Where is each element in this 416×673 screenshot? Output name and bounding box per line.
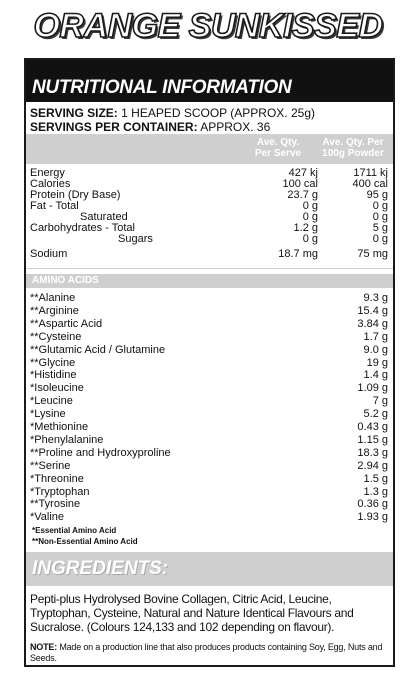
per-serve-value: 18.7 mg bbox=[278, 248, 318, 260]
amino-value: 1.5 g bbox=[363, 472, 388, 485]
allergen-note-label: NOTE: bbox=[30, 642, 57, 652]
amino-label: *Methionine bbox=[30, 421, 89, 433]
per-100g-header-line2: 100g Powder bbox=[322, 148, 384, 159]
amino-acids-header: AMINO ACIDS bbox=[26, 274, 393, 288]
amino-row bbox=[30, 512, 390, 523]
per-serve-value: 0 g bbox=[302, 211, 318, 223]
amino-value: 7 g bbox=[372, 395, 388, 408]
amino-value: 0.36 g bbox=[357, 498, 388, 511]
amino-row bbox=[30, 306, 390, 317]
ingredients-header: INGREDIENTS: bbox=[26, 552, 393, 586]
per-serve-header-line2: Per Serve bbox=[254, 148, 302, 159]
per-100g-value: 5 g bbox=[372, 222, 388, 234]
per-serve-value: 1.2 g bbox=[293, 222, 318, 234]
per-100g-value: 0 g bbox=[372, 233, 388, 245]
nutrition-label: Sodium bbox=[30, 248, 68, 260]
nutrition-label: Energy bbox=[30, 167, 65, 179]
amino-label: *Phenylalanine bbox=[30, 433, 104, 446]
serving-size-value: 1 HEAPED SCOOP (APPROX. 25g) bbox=[121, 106, 315, 120]
amino-value: 2.94 g bbox=[357, 459, 388, 472]
amino-label: **Proline and Hydroxyproline bbox=[30, 446, 171, 459]
amino-row bbox=[30, 499, 390, 510]
amino-value: 3.84 g bbox=[357, 317, 388, 330]
nutrition-row bbox=[30, 190, 390, 201]
amino-row bbox=[30, 293, 390, 304]
allergen-note-text: Made on a production line that also produces products containing Soy, Egg, Nuts and Seeds. bbox=[30, 642, 383, 663]
serving-size bbox=[30, 106, 315, 120]
nutrition-divider bbox=[26, 268, 393, 269]
amino-row bbox=[30, 487, 390, 498]
nutrition-label: Saturated bbox=[80, 211, 128, 223]
amino-label: *Threonine bbox=[30, 472, 84, 485]
per-serve-value: 427 kj bbox=[288, 167, 318, 179]
nutrition-label: Carbohydrates - Total bbox=[30, 222, 135, 234]
per-100g-value: 95 g bbox=[366, 189, 388, 201]
serving-size-label: SERVING SIZE: bbox=[30, 106, 118, 120]
amino-label: *Leucine bbox=[30, 395, 73, 408]
amino-value: 9.0 g bbox=[363, 343, 388, 356]
amino-row bbox=[30, 396, 390, 407]
amino-row bbox=[30, 383, 390, 394]
amino-value: 19 g bbox=[366, 356, 388, 369]
amino-row bbox=[30, 422, 390, 433]
amino-value: 1.7 g bbox=[363, 330, 388, 343]
servings-value: APPROX. 36 bbox=[200, 120, 271, 134]
per-serve-header-line1: Ave. Qty. bbox=[256, 137, 300, 148]
nutrition-column-header bbox=[26, 134, 393, 164]
essential-note: *Essential Amino Acid bbox=[32, 526, 117, 535]
amino-row bbox=[30, 448, 390, 459]
nutrition-label: Protein (Dry Base) bbox=[30, 189, 121, 201]
amino-row bbox=[30, 332, 390, 343]
nutrition-row bbox=[30, 234, 390, 245]
amino-value: 1.15 g bbox=[357, 433, 388, 446]
amino-label: **Serine bbox=[30, 459, 71, 472]
amino-label: *Valine bbox=[30, 511, 65, 524]
amino-row bbox=[30, 409, 390, 420]
per-100g-value: 0 g bbox=[372, 200, 388, 212]
amino-label: *Isoleucine bbox=[30, 382, 84, 395]
nutrition-label: Fat - Total bbox=[30, 200, 79, 212]
amino-value: 1.4 g bbox=[363, 369, 388, 382]
amino-label: **Glutamic Acid / Glutamine bbox=[30, 343, 166, 356]
nutrition-row bbox=[30, 168, 390, 179]
amino-value: 1.09 g bbox=[357, 382, 388, 395]
amino-label: **Aspartic Acid bbox=[30, 317, 103, 330]
amino-value: 5.2 g bbox=[363, 408, 388, 421]
amino-row bbox=[30, 435, 390, 446]
amino-label: *Tryptophan bbox=[30, 485, 90, 498]
per-serve-column-header bbox=[244, 134, 312, 164]
amino-label: **Tyrosine bbox=[30, 498, 81, 511]
per-serve-value: 0 g bbox=[302, 200, 318, 212]
nutrition-header: NUTRITIONAL INFORMATION bbox=[26, 60, 393, 102]
servings-per-container bbox=[30, 120, 270, 134]
per-100g-value: 400 cal bbox=[352, 178, 388, 190]
amino-label: **Cysteine bbox=[30, 330, 82, 343]
amino-value: 1.3 g bbox=[363, 485, 388, 498]
amino-value: 18.3 g bbox=[357, 446, 388, 459]
non-essential-note: **Non-Essential Amino Acid bbox=[32, 537, 138, 546]
amino-row bbox=[30, 345, 390, 356]
allergen-note bbox=[30, 642, 392, 664]
nutrition-row bbox=[30, 249, 390, 260]
nutrition-label: Sugars bbox=[118, 233, 153, 245]
per-serve-value: 100 cal bbox=[282, 178, 318, 190]
ingredients-text: Pepti-plus Hydrolysed Bovine Collagen, Citric Acid, Leucine, Tryptophan, Cysteine, Natural and Nature Identical Flavours and Sucralose. (Colours 124,133 and 102 depending on flavour). bbox=[30, 592, 354, 634]
per-100g-value: 1711 kj bbox=[353, 167, 388, 179]
nutrition-panel bbox=[24, 58, 395, 667]
per-100g-header-line1: Ave. Qty. Per bbox=[322, 137, 384, 148]
amino-row bbox=[30, 319, 390, 330]
servings-label: SERVINGS PER CONTAINER: bbox=[30, 120, 198, 134]
amino-label: **Glycine bbox=[30, 356, 76, 369]
amino-value: 15.4 g bbox=[357, 304, 388, 317]
amino-row bbox=[30, 370, 390, 381]
amino-row bbox=[30, 461, 390, 472]
amino-value: 0.43 g bbox=[357, 421, 388, 433]
amino-row bbox=[30, 358, 390, 369]
nutrition-row bbox=[30, 223, 390, 234]
nutrition-label: Calories bbox=[30, 178, 71, 190]
amino-label: **Arginine bbox=[30, 304, 79, 317]
amino-label: **Alanine bbox=[30, 292, 76, 304]
per-100g-value: 0 g bbox=[372, 211, 388, 223]
per-serve-value: 0 g bbox=[302, 233, 318, 245]
per-100g-column-header bbox=[314, 134, 392, 164]
amino-row bbox=[30, 474, 390, 485]
amino-label: *Lysine bbox=[30, 408, 66, 421]
product-title: ORANGE SUNKISSED bbox=[33, 7, 383, 45]
amino-value: 1.93 g bbox=[357, 511, 388, 524]
per-serve-value: 23.7 g bbox=[287, 189, 318, 201]
amino-value: 9.3 g bbox=[363, 292, 388, 304]
amino-label: *Histidine bbox=[30, 369, 77, 382]
per-100g-value: 75 mg bbox=[357, 248, 388, 260]
